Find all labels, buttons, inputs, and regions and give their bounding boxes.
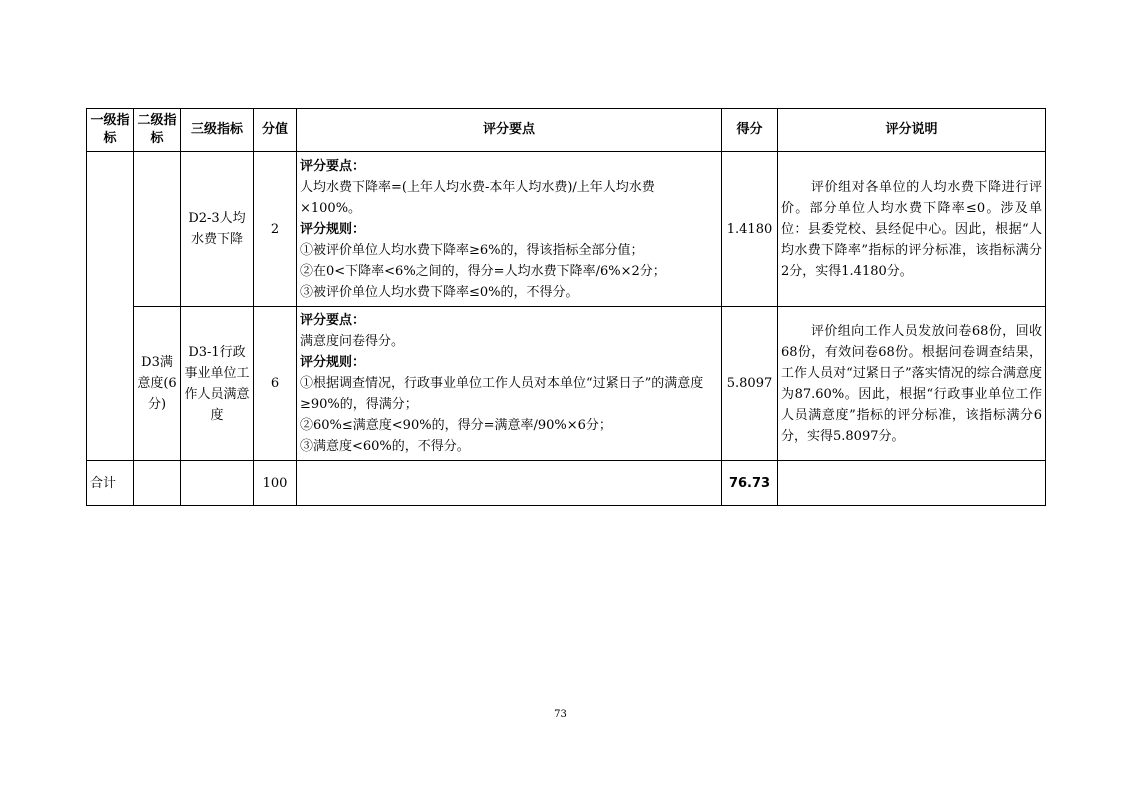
level3-cell: D3-1行政事业单位工作人员满意度 <box>181 307 254 461</box>
total-label: 合计 <box>87 461 134 506</box>
criteria-formula: 满意度问卷得分。 <box>300 334 405 349</box>
header-points: 分值 <box>254 109 297 152</box>
level2-cell: D3满意度(6分) <box>134 307 181 461</box>
criteria-formula-cont: ×100%。 <box>300 200 362 216</box>
header-criteria: 评分要点 <box>297 109 722 152</box>
empty-cell <box>181 461 254 506</box>
rule-item: ①根据调查情况，行政事业单位工作人员对本单位“过紧日子”的满意度≥90%的，得满分； <box>300 376 704 412</box>
rule-item: ②在0<下降率<6%之间的，得分=人均水费下降率/6%×2分； <box>300 263 666 279</box>
level1-cell <box>87 152 134 461</box>
empty-cell <box>134 461 181 506</box>
criteria-cell <box>297 307 722 461</box>
criteria-cell <box>297 152 722 307</box>
empty-cell <box>297 461 722 506</box>
rule-item: ②60%≤满意度<90%的，得分=满意率/90%×6分； <box>300 418 612 433</box>
empty-cell <box>778 461 1046 506</box>
points-cell: 2 <box>254 152 297 307</box>
criteria-formula: 人均水费下降率=(上年人均水费-本年人均水费)/上年人均水费 <box>300 179 655 195</box>
total-row <box>87 461 1046 506</box>
rule-item: ①被评价单位人均水费下降率≥6%的，得该指标全部分值； <box>300 242 644 258</box>
rule-item: ③满意度<60%的，不得分。 <box>300 439 470 454</box>
criteria-title: 评分要点： <box>300 158 366 174</box>
note-cell: 评价组向工作人员发放问卷68份，回收68份，有效问卷68份。根据问卷调查结果，工作人员对“过紧日子”落实情况的综合满意度为87.60%。因此，根据“行政事业单位工作人员满意度”指标的评分标准，该指标满分6分，实得5.8097分。 <box>778 307 1046 461</box>
header-level3: 三级指标 <box>181 109 254 152</box>
header-level1: 一级指标 <box>87 109 134 152</box>
note-cell: 评价组对各单位的人均水费下降进行评价。部分单位人均水费下降率≤0。涉及单位：县委党校、县经促中心。因此，根据“人均水费下降率”指标的评分标准，该指标满分2分，实得1.4180分。 <box>778 152 1046 307</box>
table-header-row <box>87 109 1046 152</box>
evaluation-score-table <box>86 108 1046 506</box>
points-cell: 6 <box>254 307 297 461</box>
score-cell: 5.8097 <box>722 307 778 461</box>
criteria-title: 评分要点： <box>300 313 366 328</box>
table-row <box>87 152 1046 307</box>
level3-cell: D2-3人均水费下降 <box>181 152 254 307</box>
rule-item: ③被评价单位人均水费下降率≤0%的，不得分。 <box>300 284 579 300</box>
table-row <box>87 307 1046 461</box>
total-score: 76.73 <box>722 461 778 506</box>
score-cell: 1.4180 <box>722 152 778 307</box>
total-points: 100 <box>254 461 297 506</box>
level2-cell <box>134 152 181 307</box>
header-level2: 二级指标 <box>134 109 181 152</box>
header-score: 得分 <box>722 109 778 152</box>
rules-title: 评分规则： <box>300 221 366 237</box>
header-note: 评分说明 <box>778 109 1046 152</box>
rules-title: 评分规则： <box>300 355 366 370</box>
page-number: 73 <box>554 709 567 720</box>
